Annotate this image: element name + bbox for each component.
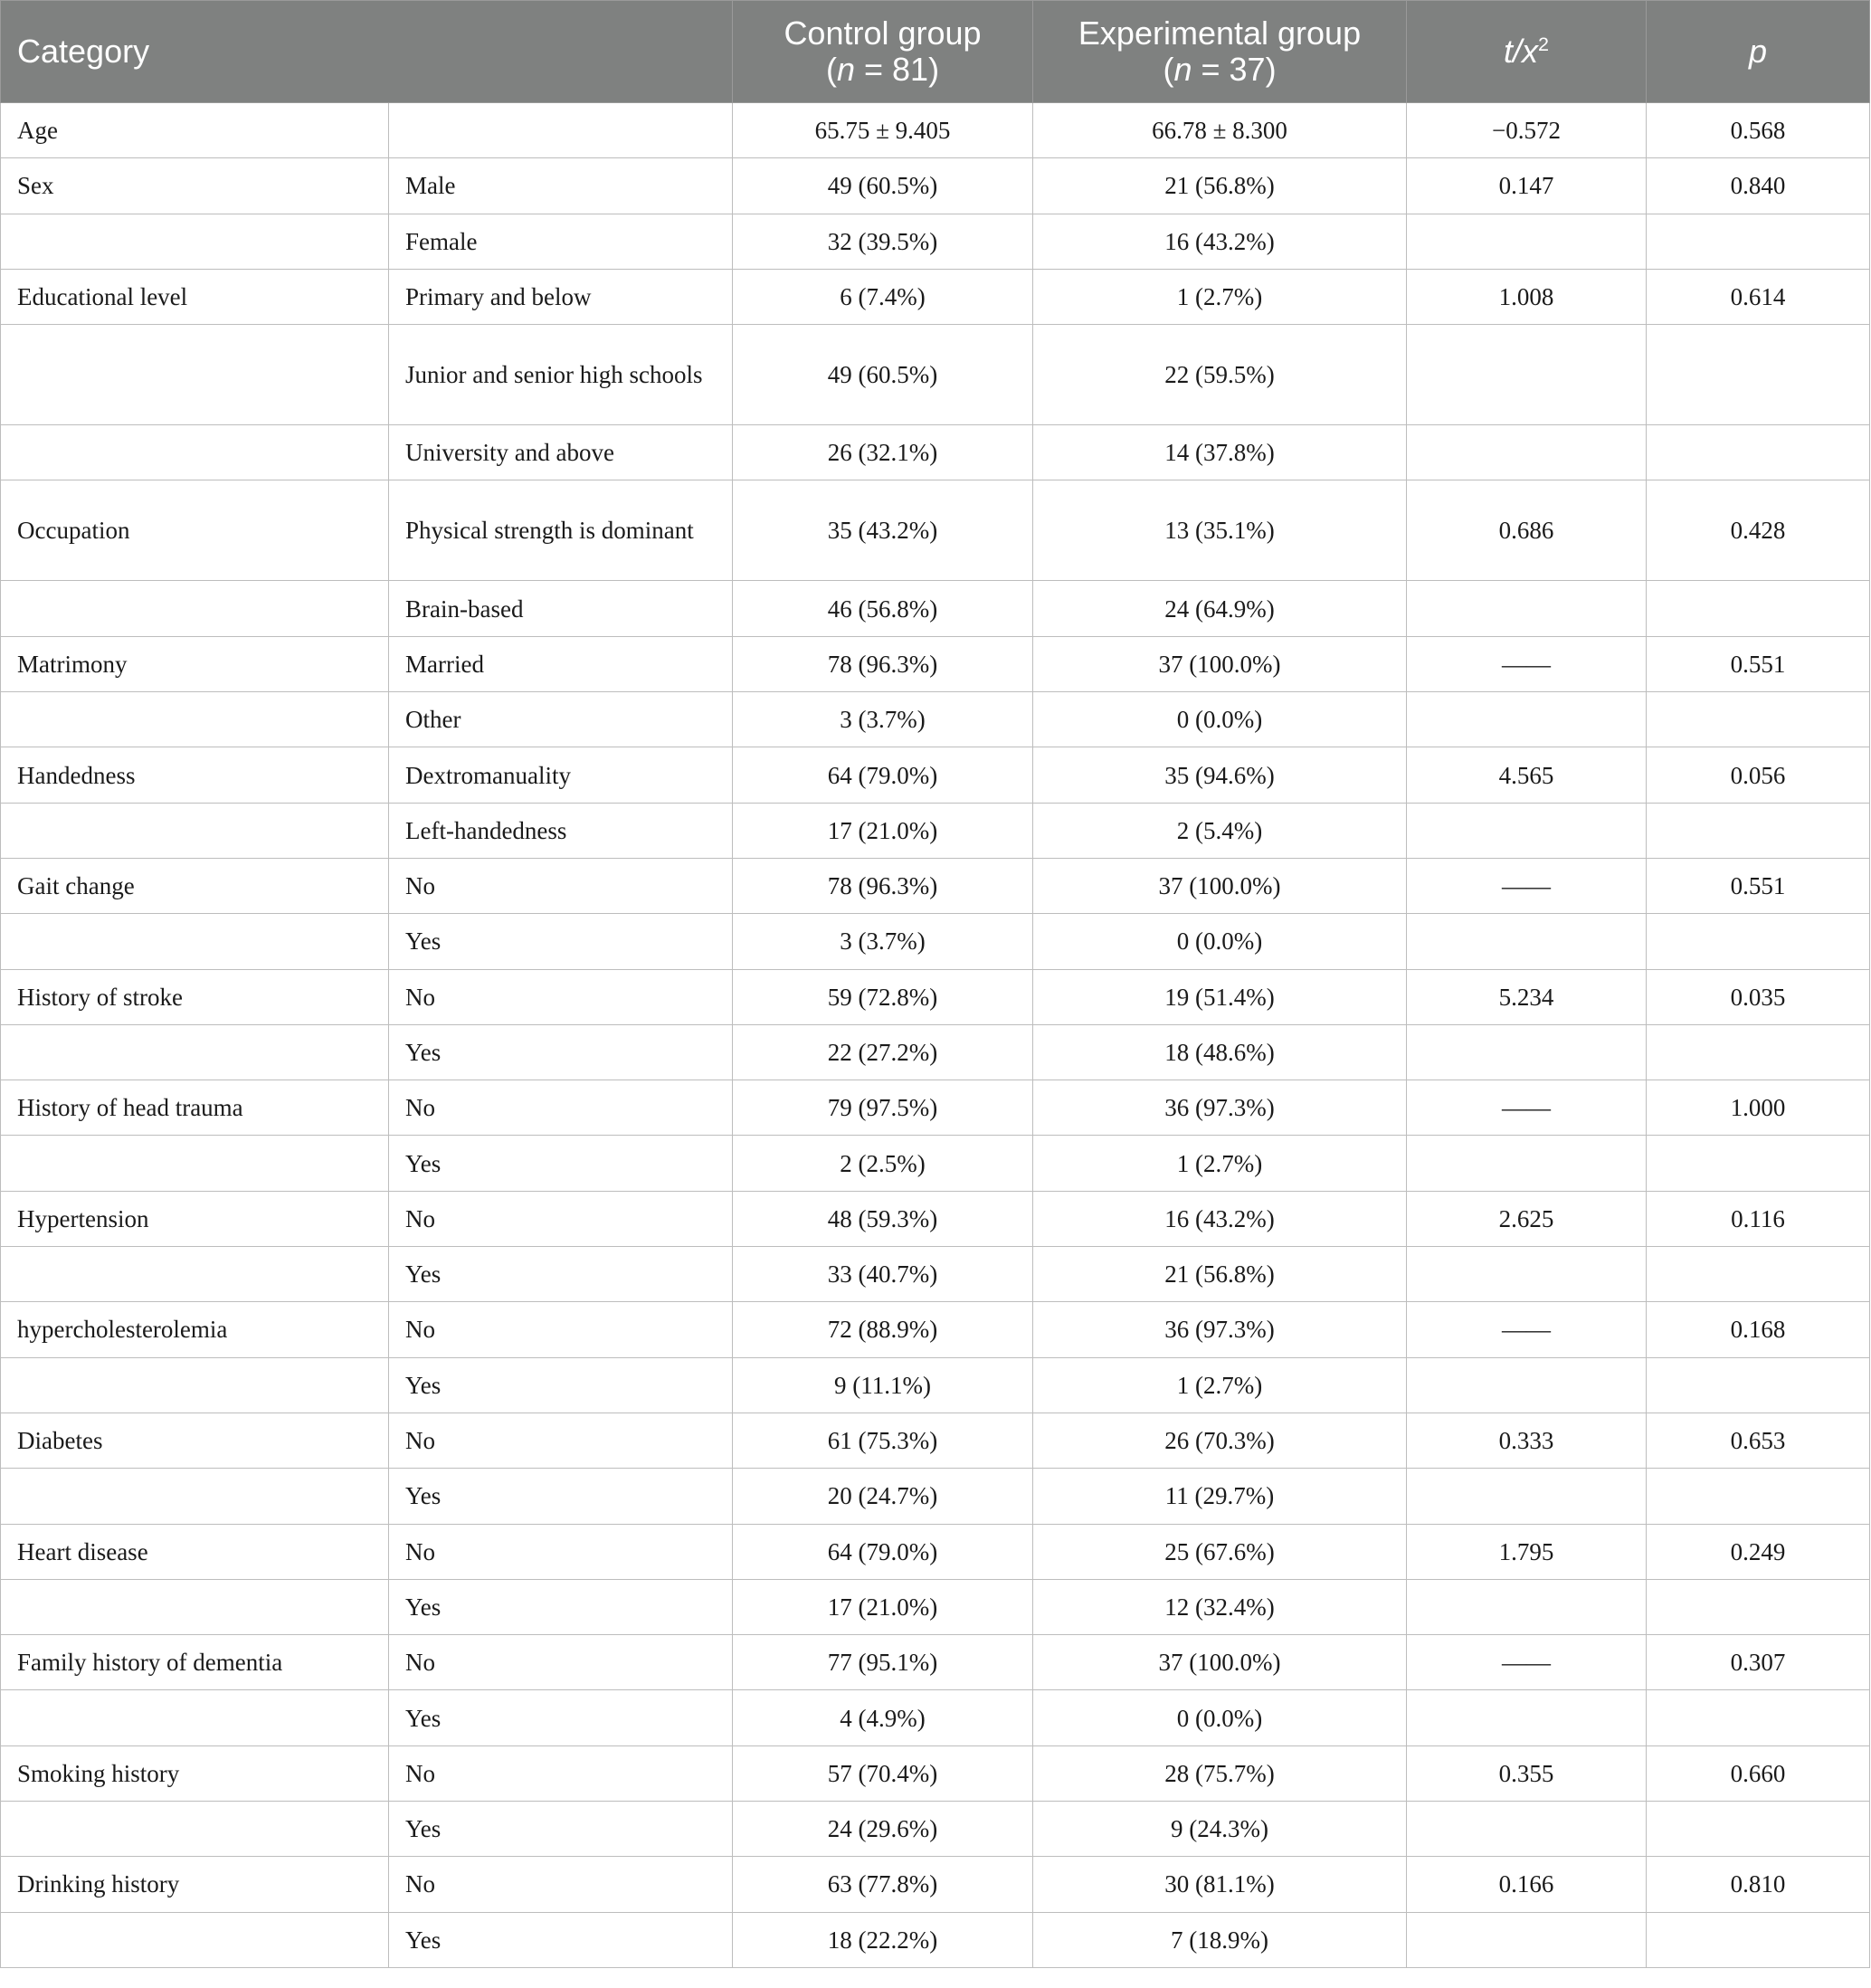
header-category: Category (1, 1, 733, 103)
cell-p-value (1647, 325, 1870, 425)
cell-p-value (1647, 1579, 1870, 1634)
cell-control-group: 65.75 ± 9.405 (733, 103, 1033, 158)
header-statistic (1407, 1, 1647, 103)
cell-subcategory: Yes (389, 1579, 733, 1634)
cell-experimental-group: 24 (64.9%) (1033, 581, 1407, 636)
cell-p-value (1647, 803, 1870, 858)
cell-subcategory: Male (389, 158, 733, 214)
cell-subcategory: No (389, 1745, 733, 1801)
table-row (1, 480, 1870, 581)
table-row (1, 1857, 1870, 1912)
cell-subcategory: Female (389, 214, 733, 269)
cell-experimental-group: 26 (70.3%) (1033, 1413, 1407, 1468)
table-row (1, 1080, 1870, 1136)
cell-control-group: 49 (60.5%) (733, 325, 1033, 425)
cell-control-group: 48 (59.3%) (733, 1191, 1033, 1246)
cell-subcategory: Yes (389, 1802, 733, 1857)
table-row (1, 1413, 1870, 1468)
cell-experimental-group: 21 (56.8%) (1033, 158, 1407, 214)
cell-p-value: 0.307 (1647, 1635, 1870, 1690)
cell-statistic (1407, 692, 1647, 747)
cell-category (1, 914, 389, 969)
cell-subcategory: Yes (389, 1690, 733, 1745)
cell-control-group: 26 (32.1%) (733, 425, 1033, 480)
table-row (1, 692, 1870, 747)
cell-control-group: 4 (4.9%) (733, 1690, 1033, 1745)
cell-subcategory: No (389, 1413, 733, 1468)
cell-category: Educational level (1, 269, 389, 324)
cell-statistic: −0.572 (1407, 103, 1647, 158)
table-row (1, 1136, 1870, 1191)
cell-p-value: 0.551 (1647, 636, 1870, 691)
cell-p-value: 0.810 (1647, 1857, 1870, 1912)
cell-category: Family history of dementia (1, 1635, 389, 1690)
stat-slash: / (1513, 33, 1523, 70)
cell-control-group: 24 (29.6%) (733, 1802, 1033, 1857)
cell-control-group: 9 (11.1%) (733, 1357, 1033, 1413)
cell-control-group: 59 (72.8%) (733, 969, 1033, 1024)
cell-statistic: 1.008 (1407, 269, 1647, 324)
table-body (1, 103, 1870, 1968)
cell-statistic: 0.355 (1407, 1745, 1647, 1801)
cell-category (1, 1469, 389, 1524)
cell-statistic: —— (1407, 1080, 1647, 1136)
cell-p-value (1647, 1690, 1870, 1745)
cell-control-group: 17 (21.0%) (733, 803, 1033, 858)
cell-experimental-group: 0 (0.0%) (1033, 1690, 1407, 1745)
cell-category (1, 1690, 389, 1745)
cell-experimental-group: 36 (97.3%) (1033, 1302, 1407, 1357)
cell-subcategory: Physical strength is dominant (389, 480, 733, 581)
table-row (1, 1912, 1870, 1967)
cell-p-value: 0.116 (1647, 1191, 1870, 1246)
cell-category: History of head trauma (1, 1080, 389, 1136)
control-group-label: Control group (784, 14, 982, 52)
cell-category (1, 214, 389, 269)
cell-statistic (1407, 914, 1647, 969)
cell-category: Handedness (1, 747, 389, 803)
cell-subcategory (389, 103, 733, 158)
cell-category: Occupation (1, 480, 389, 581)
cell-control-group: 33 (40.7%) (733, 1247, 1033, 1302)
header-experimental-group: Experimental group (n = 37) (1033, 1, 1407, 103)
cell-statistic: 0.166 (1407, 1857, 1647, 1912)
cell-control-group: 78 (96.3%) (733, 858, 1033, 913)
cell-experimental-group: 14 (37.8%) (1033, 425, 1407, 480)
cell-p-value (1647, 214, 1870, 269)
cell-subcategory: No (389, 1080, 733, 1136)
table-row (1, 636, 1870, 691)
cell-category: Gait change (1, 858, 389, 913)
table-row (1, 103, 1870, 158)
cell-experimental-group: 1 (2.7%) (1033, 1136, 1407, 1191)
table-row (1, 581, 1870, 636)
cell-category: Sex (1, 158, 389, 214)
cell-statistic (1407, 214, 1647, 269)
cell-control-group: 64 (79.0%) (733, 747, 1033, 803)
cell-subcategory: Yes (389, 1247, 733, 1302)
cell-subcategory: Yes (389, 1469, 733, 1524)
cell-statistic (1407, 425, 1647, 480)
cell-statistic: 4.565 (1407, 747, 1647, 803)
table-row (1, 1524, 1870, 1579)
cell-category: Age (1, 103, 389, 158)
cell-p-value (1647, 1024, 1870, 1080)
cell-control-group: 35 (43.2%) (733, 480, 1033, 581)
cell-experimental-group: 7 (18.9%) (1033, 1912, 1407, 1967)
cell-control-group: 77 (95.1%) (733, 1635, 1033, 1690)
cell-subcategory: No (389, 1635, 733, 1690)
cell-statistic: 1.795 (1407, 1524, 1647, 1579)
experimental-n-value: 37 (1229, 51, 1266, 88)
cell-control-group: 72 (88.9%) (733, 1302, 1033, 1357)
cell-control-group: 64 (79.0%) (733, 1524, 1033, 1579)
cell-experimental-group: 66.78 ± 8.300 (1033, 103, 1407, 158)
table-row (1, 1802, 1870, 1857)
cell-subcategory: Brain-based (389, 581, 733, 636)
table-row (1, 1024, 1870, 1080)
cell-statistic (1407, 1247, 1647, 1302)
cell-subcategory: No (389, 1524, 733, 1579)
cell-control-group: 20 (24.7%) (733, 1469, 1033, 1524)
cell-subcategory: Yes (389, 1912, 733, 1967)
cell-subcategory: No (389, 1302, 733, 1357)
cell-statistic: —— (1407, 636, 1647, 691)
cell-p-value: 0.428 (1647, 480, 1870, 581)
cell-statistic (1407, 1136, 1647, 1191)
cell-category: hypercholesterolemia (1, 1302, 389, 1357)
cell-control-group: 2 (2.5%) (733, 1136, 1033, 1191)
table-row (1, 858, 1870, 913)
cell-subcategory: Primary and below (389, 269, 733, 324)
cell-statistic: —— (1407, 858, 1647, 913)
table-row (1, 1247, 1870, 1302)
cell-control-group: 22 (27.2%) (733, 1024, 1033, 1080)
cell-p-value (1647, 1912, 1870, 1967)
cell-experimental-group: 11 (29.7%) (1033, 1469, 1407, 1524)
table-row (1, 425, 1870, 480)
cell-experimental-group: 2 (5.4%) (1033, 803, 1407, 858)
cell-control-group: 6 (7.4%) (733, 269, 1033, 324)
cell-experimental-group: 18 (48.6%) (1033, 1024, 1407, 1080)
table-row (1, 1635, 1870, 1690)
cell-category (1, 1802, 389, 1857)
header-p-value (1647, 1, 1870, 103)
cell-control-group: 46 (56.8%) (733, 581, 1033, 636)
cell-statistic (1407, 1579, 1647, 1634)
cell-control-group: 17 (21.0%) (733, 1579, 1033, 1634)
cell-statistic (1407, 1357, 1647, 1413)
cell-p-value (1647, 581, 1870, 636)
cell-p-value: 1.000 (1647, 1080, 1870, 1136)
cell-category (1, 803, 389, 858)
cell-subcategory: No (389, 969, 733, 1024)
table-row (1, 1357, 1870, 1413)
cell-experimental-group: 16 (43.2%) (1033, 214, 1407, 269)
cell-experimental-group: 21 (56.8%) (1033, 1247, 1407, 1302)
cell-statistic: 0.333 (1407, 1413, 1647, 1468)
experimental-equals: = (1192, 51, 1230, 88)
cell-subcategory: Left-handedness (389, 803, 733, 858)
cell-category (1, 1024, 389, 1080)
cell-control-group: 63 (77.8%) (733, 1857, 1033, 1912)
cell-statistic: —— (1407, 1302, 1647, 1357)
cell-p-value: 0.614 (1647, 269, 1870, 324)
cell-experimental-group: 30 (81.1%) (1033, 1857, 1407, 1912)
cell-experimental-group: 37 (100.0%) (1033, 858, 1407, 913)
stat-t: t (1503, 33, 1513, 70)
cell-control-group: 49 (60.5%) (733, 158, 1033, 214)
cell-statistic (1407, 1469, 1647, 1524)
cell-p-value (1647, 1357, 1870, 1413)
cell-statistic (1407, 325, 1647, 425)
cell-statistic (1407, 803, 1647, 858)
header-control-group: Control group (n = 81) (733, 1, 1033, 103)
cell-control-group: 61 (75.3%) (733, 1413, 1033, 1468)
cell-control-group: 32 (39.5%) (733, 214, 1033, 269)
table-row (1, 1579, 1870, 1634)
cell-control-group: 3 (3.7%) (733, 692, 1033, 747)
cell-subcategory: No (389, 1857, 733, 1912)
cell-subcategory: Yes (389, 1024, 733, 1080)
cell-p-value (1647, 914, 1870, 969)
cell-subcategory: Yes (389, 1357, 733, 1413)
control-n-symbol: n (836, 51, 855, 88)
cell-category (1, 1357, 389, 1413)
cell-experimental-group: 25 (67.6%) (1033, 1524, 1407, 1579)
table-row (1, 969, 1870, 1024)
cell-control-group: 18 (22.2%) (733, 1912, 1033, 1967)
cell-p-value (1647, 692, 1870, 747)
cell-control-group: 3 (3.7%) (733, 914, 1033, 969)
p-label: p (1749, 33, 1768, 70)
cell-p-value: 0.035 (1647, 969, 1870, 1024)
cell-experimental-group: 22 (59.5%) (1033, 325, 1407, 425)
cell-p-value: 0.568 (1647, 103, 1870, 158)
cell-subcategory: Yes (389, 1136, 733, 1191)
table-header (1, 1, 1870, 103)
stat-x: x (1522, 33, 1539, 70)
cell-category (1, 581, 389, 636)
control-equals: = (854, 51, 893, 88)
cell-experimental-group: 37 (100.0%) (1033, 1635, 1407, 1690)
cell-p-value (1647, 1802, 1870, 1857)
cell-control-group: 57 (70.4%) (733, 1745, 1033, 1801)
cell-experimental-group: 36 (97.3%) (1033, 1080, 1407, 1136)
cell-category (1, 1247, 389, 1302)
cell-statistic (1407, 1690, 1647, 1745)
table-row (1, 1191, 1870, 1246)
cell-statistic (1407, 1802, 1647, 1857)
cell-experimental-group: 1 (2.7%) (1033, 1357, 1407, 1413)
cell-experimental-group: 12 (32.4%) (1033, 1579, 1407, 1634)
cell-statistic: 0.147 (1407, 158, 1647, 214)
table-row (1, 1745, 1870, 1801)
cell-p-value: 0.653 (1647, 1413, 1870, 1468)
cell-experimental-group: 0 (0.0%) (1033, 914, 1407, 969)
cell-subcategory: Yes (389, 914, 733, 969)
control-n-value: 81 (892, 51, 929, 88)
cell-experimental-group: 35 (94.6%) (1033, 747, 1407, 803)
cell-p-value: 0.249 (1647, 1524, 1870, 1579)
table-row (1, 158, 1870, 214)
cell-category (1, 1579, 389, 1634)
cell-statistic (1407, 1024, 1647, 1080)
cell-experimental-group: 1 (2.7%) (1033, 269, 1407, 324)
experimental-group-label: Experimental group (1078, 14, 1362, 52)
stat-superscript: 2 (1538, 33, 1550, 55)
cell-category: Heart disease (1, 1524, 389, 1579)
table-row (1, 803, 1870, 858)
table-row (1, 269, 1870, 324)
cell-statistic: 5.234 (1407, 969, 1647, 1024)
cell-category (1, 1136, 389, 1191)
cell-statistic: 0.686 (1407, 480, 1647, 581)
cell-statistic: —— (1407, 1635, 1647, 1690)
cell-p-value: 0.056 (1647, 747, 1870, 803)
cell-p-value: 0.168 (1647, 1302, 1870, 1357)
cell-p-value: 0.840 (1647, 158, 1870, 214)
cell-subcategory: No (389, 1191, 733, 1246)
cell-experimental-group: 9 (24.3%) (1033, 1802, 1407, 1857)
table-row (1, 1690, 1870, 1745)
cell-p-value: 0.660 (1647, 1745, 1870, 1801)
cell-experimental-group: 37 (100.0%) (1033, 636, 1407, 691)
experimental-n-symbol: n (1173, 51, 1192, 88)
cell-p-value: 0.551 (1647, 858, 1870, 913)
table-row (1, 914, 1870, 969)
cell-category (1, 1912, 389, 1967)
cell-subcategory: Junior and senior high schools (389, 325, 733, 425)
cell-experimental-group: 16 (43.2%) (1033, 1191, 1407, 1246)
cell-experimental-group: 0 (0.0%) (1033, 692, 1407, 747)
cell-control-group: 78 (96.3%) (733, 636, 1033, 691)
cell-subcategory: Other (389, 692, 733, 747)
cell-subcategory: University and above (389, 425, 733, 480)
cell-category: Drinking history (1, 1857, 389, 1912)
cell-experimental-group: 28 (75.7%) (1033, 1745, 1407, 1801)
cell-category: Hypertension (1, 1191, 389, 1246)
cell-p-value (1647, 1469, 1870, 1524)
cell-category (1, 692, 389, 747)
table-row (1, 1302, 1870, 1357)
cell-statistic (1407, 1912, 1647, 1967)
cell-category (1, 425, 389, 480)
cell-statistic: 2.625 (1407, 1191, 1647, 1246)
table-row (1, 1469, 1870, 1524)
cell-control-group: 79 (97.5%) (733, 1080, 1033, 1136)
cell-subcategory: Dextromanuality (389, 747, 733, 803)
cell-statistic (1407, 581, 1647, 636)
table-row (1, 747, 1870, 803)
cell-p-value (1647, 1136, 1870, 1191)
cell-category: Smoking history (1, 1745, 389, 1801)
cell-subcategory: Married (389, 636, 733, 691)
cell-experimental-group: 13 (35.1%) (1033, 480, 1407, 581)
cell-category: History of stroke (1, 969, 389, 1024)
cell-category: Matrimony (1, 636, 389, 691)
table-row (1, 214, 1870, 269)
cell-experimental-group: 19 (51.4%) (1033, 969, 1407, 1024)
table-row (1, 325, 1870, 425)
header-row (1, 1, 1870, 103)
cell-subcategory: No (389, 858, 733, 913)
cell-category (1, 325, 389, 425)
cell-p-value (1647, 425, 1870, 480)
cell-category: Diabetes (1, 1413, 389, 1468)
cell-p-value (1647, 1247, 1870, 1302)
